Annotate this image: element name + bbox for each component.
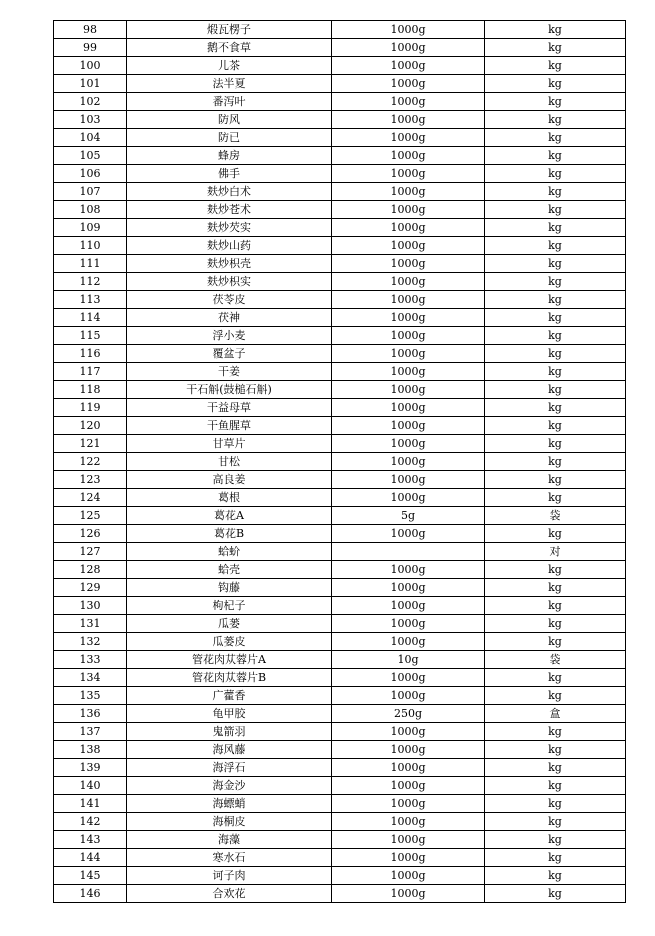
table-row bbox=[54, 111, 626, 129]
herb-name-cell: 防已 bbox=[127, 129, 332, 147]
herb-name-cell: 葛花A bbox=[127, 507, 332, 525]
unit-cell: kg bbox=[485, 93, 626, 111]
herb-name-cell: 海风藤 bbox=[127, 741, 332, 759]
unit-cell: kg bbox=[485, 327, 626, 345]
unit-cell: kg bbox=[485, 147, 626, 165]
spec-cell: 1000g bbox=[332, 39, 485, 57]
unit-cell: kg bbox=[485, 453, 626, 471]
spec-cell: 1000g bbox=[332, 759, 485, 777]
table-row bbox=[54, 471, 626, 489]
row-number-cell: 100 bbox=[54, 57, 127, 75]
table-row bbox=[54, 597, 626, 615]
table-row bbox=[54, 759, 626, 777]
table-row bbox=[54, 831, 626, 849]
row-number-cell: 138 bbox=[54, 741, 127, 759]
unit-cell: kg bbox=[485, 363, 626, 381]
unit-cell: kg bbox=[485, 345, 626, 363]
table-row bbox=[54, 885, 626, 903]
herb-name-cell: 麸炒枳壳 bbox=[127, 255, 332, 273]
row-number-cell: 112 bbox=[54, 273, 127, 291]
herb-name-cell: 高良姜 bbox=[127, 471, 332, 489]
herb-name-cell: 管花肉苁蓉片A bbox=[127, 651, 332, 669]
spec-cell bbox=[332, 543, 485, 561]
unit-cell: kg bbox=[485, 39, 626, 57]
unit-cell: kg bbox=[485, 237, 626, 255]
row-number-cell: 98 bbox=[54, 21, 127, 39]
spec-cell: 1000g bbox=[332, 345, 485, 363]
unit-cell: kg bbox=[485, 867, 626, 885]
row-number-cell: 107 bbox=[54, 183, 127, 201]
row-number-cell: 102 bbox=[54, 93, 127, 111]
herb-name-cell: 葛根 bbox=[127, 489, 332, 507]
table-row bbox=[54, 741, 626, 759]
table-row bbox=[54, 273, 626, 291]
row-number-cell: 110 bbox=[54, 237, 127, 255]
unit-cell: kg bbox=[485, 813, 626, 831]
row-number-cell: 139 bbox=[54, 759, 127, 777]
herb-name-cell: 儿茶 bbox=[127, 57, 332, 75]
spec-cell: 1000g bbox=[332, 669, 485, 687]
unit-cell: kg bbox=[485, 219, 626, 237]
herb-name-cell: 鬼箭羽 bbox=[127, 723, 332, 741]
spec-cell: 1000g bbox=[332, 813, 485, 831]
herb-name-cell: 佛手 bbox=[127, 165, 332, 183]
row-number-cell: 117 bbox=[54, 363, 127, 381]
table-row bbox=[54, 237, 626, 255]
spec-cell: 5g bbox=[332, 507, 485, 525]
table-row bbox=[54, 417, 626, 435]
table-row bbox=[54, 93, 626, 111]
herb-name-cell: 甘松 bbox=[127, 453, 332, 471]
herb-name-cell: 麸炒枳实 bbox=[127, 273, 332, 291]
spec-cell: 1000g bbox=[332, 399, 485, 417]
herb-name-cell: 海浮石 bbox=[127, 759, 332, 777]
herb-name-cell: 海螵蛸 bbox=[127, 795, 332, 813]
herb-spec-table bbox=[53, 20, 626, 903]
spec-cell: 1000g bbox=[332, 687, 485, 705]
herb-name-cell: 浮小麦 bbox=[127, 327, 332, 345]
table-row bbox=[54, 723, 626, 741]
table-row bbox=[54, 219, 626, 237]
spec-cell: 1000g bbox=[332, 723, 485, 741]
table-row bbox=[54, 867, 626, 885]
table-row bbox=[54, 849, 626, 867]
unit-cell: kg bbox=[485, 597, 626, 615]
table-row bbox=[54, 255, 626, 273]
herb-name-cell: 甘草片 bbox=[127, 435, 332, 453]
unit-cell: kg bbox=[485, 615, 626, 633]
spec-cell: 1000g bbox=[332, 273, 485, 291]
table-row bbox=[54, 327, 626, 345]
spec-cell: 1000g bbox=[332, 309, 485, 327]
row-number-cell: 118 bbox=[54, 381, 127, 399]
spec-cell: 1000g bbox=[332, 489, 485, 507]
row-number-cell: 136 bbox=[54, 705, 127, 723]
table-row bbox=[54, 291, 626, 309]
row-number-cell: 146 bbox=[54, 885, 127, 903]
table-row bbox=[54, 453, 626, 471]
unit-cell: kg bbox=[485, 561, 626, 579]
spec-cell: 1000g bbox=[332, 885, 485, 903]
herb-name-cell: 葛花B bbox=[127, 525, 332, 543]
unit-cell: kg bbox=[485, 633, 626, 651]
row-number-cell: 104 bbox=[54, 129, 127, 147]
unit-cell: kg bbox=[485, 741, 626, 759]
spec-cell: 1000g bbox=[332, 615, 485, 633]
unit-cell: kg bbox=[485, 183, 626, 201]
herb-name-cell: 海藻 bbox=[127, 831, 332, 849]
spec-cell: 1000g bbox=[332, 237, 485, 255]
table-row bbox=[54, 165, 626, 183]
table-row bbox=[54, 183, 626, 201]
row-number-cell: 144 bbox=[54, 849, 127, 867]
table-row bbox=[54, 201, 626, 219]
table-row bbox=[54, 309, 626, 327]
herb-name-cell: 覆盆子 bbox=[127, 345, 332, 363]
herb-name-cell: 瓜蒌皮 bbox=[127, 633, 332, 651]
row-number-cell: 137 bbox=[54, 723, 127, 741]
unit-cell: kg bbox=[485, 417, 626, 435]
herb-name-cell: 海桐皮 bbox=[127, 813, 332, 831]
spec-cell: 1000g bbox=[332, 219, 485, 237]
herb-name-cell: 广藿香 bbox=[127, 687, 332, 705]
spec-cell: 1000g bbox=[332, 111, 485, 129]
herb-name-cell: 鹅不食草 bbox=[127, 39, 332, 57]
row-number-cell: 101 bbox=[54, 75, 127, 93]
spec-cell: 1000g bbox=[332, 21, 485, 39]
herb-name-cell: 干益母草 bbox=[127, 399, 332, 417]
herb-name-cell: 蛤蚧 bbox=[127, 543, 332, 561]
unit-cell: kg bbox=[485, 381, 626, 399]
spec-cell: 10g bbox=[332, 651, 485, 669]
row-number-cell: 128 bbox=[54, 561, 127, 579]
table-row bbox=[54, 507, 626, 525]
spec-cell: 1000g bbox=[332, 471, 485, 489]
spec-cell: 1000g bbox=[332, 75, 485, 93]
row-number-cell: 119 bbox=[54, 399, 127, 417]
row-number-cell: 114 bbox=[54, 309, 127, 327]
row-number-cell: 99 bbox=[54, 39, 127, 57]
row-number-cell: 133 bbox=[54, 651, 127, 669]
spec-cell: 1000g bbox=[332, 831, 485, 849]
spec-cell: 1000g bbox=[332, 777, 485, 795]
herb-name-cell: 合欢花 bbox=[127, 885, 332, 903]
unit-cell: kg bbox=[485, 849, 626, 867]
spec-cell: 1000g bbox=[332, 147, 485, 165]
table-row bbox=[54, 543, 626, 561]
spec-cell: 1000g bbox=[332, 435, 485, 453]
herb-name-cell: 海金沙 bbox=[127, 777, 332, 795]
unit-cell: kg bbox=[485, 831, 626, 849]
spec-cell: 1000g bbox=[332, 849, 485, 867]
herb-name-cell: 干石斛(鼓槌石斛) bbox=[127, 381, 332, 399]
herb-name-cell: 瓜蒌 bbox=[127, 615, 332, 633]
spec-cell: 1000g bbox=[332, 255, 485, 273]
unit-cell: kg bbox=[485, 435, 626, 453]
table-row bbox=[54, 687, 626, 705]
unit-cell: kg bbox=[485, 21, 626, 39]
herb-name-cell: 钩藤 bbox=[127, 579, 332, 597]
row-number-cell: 116 bbox=[54, 345, 127, 363]
unit-cell: kg bbox=[485, 309, 626, 327]
table-row bbox=[54, 435, 626, 453]
unit-cell: kg bbox=[485, 759, 626, 777]
herb-name-cell: 番泻叶 bbox=[127, 93, 332, 111]
herb-name-cell: 干鱼腥草 bbox=[127, 417, 332, 435]
unit-cell: kg bbox=[485, 201, 626, 219]
unit-cell: kg bbox=[485, 291, 626, 309]
spec-cell: 1000g bbox=[332, 57, 485, 75]
unit-cell: kg bbox=[485, 525, 626, 543]
table-row bbox=[54, 579, 626, 597]
row-number-cell: 105 bbox=[54, 147, 127, 165]
table-row bbox=[54, 795, 626, 813]
herb-name-cell: 枸杞子 bbox=[127, 597, 332, 615]
unit-cell: kg bbox=[485, 723, 626, 741]
table-row bbox=[54, 129, 626, 147]
spec-cell: 250g bbox=[332, 705, 485, 723]
row-number-cell: 129 bbox=[54, 579, 127, 597]
row-number-cell: 126 bbox=[54, 525, 127, 543]
table-body bbox=[54, 21, 626, 903]
herb-name-cell: 寒水石 bbox=[127, 849, 332, 867]
row-number-cell: 145 bbox=[54, 867, 127, 885]
unit-cell: 袋 bbox=[485, 651, 626, 669]
table-row bbox=[54, 561, 626, 579]
table-row bbox=[54, 39, 626, 57]
herb-name-cell: 麸炒芡实 bbox=[127, 219, 332, 237]
unit-cell: kg bbox=[485, 489, 626, 507]
row-number-cell: 123 bbox=[54, 471, 127, 489]
unit-cell: kg bbox=[485, 75, 626, 93]
table-row bbox=[54, 21, 626, 39]
row-number-cell: 134 bbox=[54, 669, 127, 687]
row-number-cell: 103 bbox=[54, 111, 127, 129]
row-number-cell: 120 bbox=[54, 417, 127, 435]
table-row bbox=[54, 525, 626, 543]
unit-cell: kg bbox=[485, 471, 626, 489]
spec-cell: 1000g bbox=[332, 597, 485, 615]
herb-name-cell: 煅瓦楞子 bbox=[127, 21, 332, 39]
table-row bbox=[54, 669, 626, 687]
spec-cell: 1000g bbox=[332, 183, 485, 201]
spec-cell: 1000g bbox=[332, 741, 485, 759]
row-number-cell: 106 bbox=[54, 165, 127, 183]
unit-cell: kg bbox=[485, 129, 626, 147]
herb-name-cell: 麸炒苍术 bbox=[127, 201, 332, 219]
unit-cell: kg bbox=[485, 165, 626, 183]
row-number-cell: 124 bbox=[54, 489, 127, 507]
row-number-cell: 125 bbox=[54, 507, 127, 525]
row-number-cell: 140 bbox=[54, 777, 127, 795]
table-row bbox=[54, 147, 626, 165]
unit-cell: 对 bbox=[485, 543, 626, 561]
unit-cell: kg bbox=[485, 111, 626, 129]
herb-name-cell: 麸炒山药 bbox=[127, 237, 332, 255]
herb-name-cell: 法半夏 bbox=[127, 75, 332, 93]
unit-cell: 盒 bbox=[485, 705, 626, 723]
spec-cell: 1000g bbox=[332, 291, 485, 309]
table-row bbox=[54, 615, 626, 633]
table-row bbox=[54, 813, 626, 831]
unit-cell: kg bbox=[485, 273, 626, 291]
spec-cell: 1000g bbox=[332, 363, 485, 381]
herb-name-cell: 管花肉苁蓉片B bbox=[127, 669, 332, 687]
spec-cell: 1000g bbox=[332, 417, 485, 435]
table-row bbox=[54, 363, 626, 381]
spec-cell: 1000g bbox=[332, 453, 485, 471]
unit-cell: kg bbox=[485, 777, 626, 795]
table-row bbox=[54, 57, 626, 75]
herb-name-cell: 防风 bbox=[127, 111, 332, 129]
table-row bbox=[54, 489, 626, 507]
spec-cell: 1000g bbox=[332, 867, 485, 885]
spec-cell: 1000g bbox=[332, 129, 485, 147]
row-number-cell: 142 bbox=[54, 813, 127, 831]
row-number-cell: 131 bbox=[54, 615, 127, 633]
unit-cell: kg bbox=[485, 57, 626, 75]
row-number-cell: 111 bbox=[54, 255, 127, 273]
row-number-cell: 135 bbox=[54, 687, 127, 705]
spec-cell: 1000g bbox=[332, 201, 485, 219]
herb-name-cell: 诃子肉 bbox=[127, 867, 332, 885]
unit-cell: kg bbox=[485, 795, 626, 813]
row-number-cell: 121 bbox=[54, 435, 127, 453]
herb-name-cell: 麸炒白术 bbox=[127, 183, 332, 201]
spec-cell: 1000g bbox=[332, 579, 485, 597]
table-row bbox=[54, 633, 626, 651]
spec-cell: 1000g bbox=[332, 561, 485, 579]
unit-cell: kg bbox=[485, 399, 626, 417]
unit-cell: kg bbox=[485, 885, 626, 903]
herb-name-cell: 干姜 bbox=[127, 363, 332, 381]
unit-cell: kg bbox=[485, 687, 626, 705]
unit-cell: kg bbox=[485, 669, 626, 687]
table-row bbox=[54, 345, 626, 363]
table-row bbox=[54, 381, 626, 399]
table-row bbox=[54, 651, 626, 669]
row-number-cell: 122 bbox=[54, 453, 127, 471]
row-number-cell: 115 bbox=[54, 327, 127, 345]
table-row bbox=[54, 705, 626, 723]
row-number-cell: 127 bbox=[54, 543, 127, 561]
herb-name-cell: 蛤壳 bbox=[127, 561, 332, 579]
spec-cell: 1000g bbox=[332, 381, 485, 399]
herb-name-cell: 茯神 bbox=[127, 309, 332, 327]
herb-name-cell: 龟甲胶 bbox=[127, 705, 332, 723]
row-number-cell: 143 bbox=[54, 831, 127, 849]
row-number-cell: 113 bbox=[54, 291, 127, 309]
spec-cell: 1000g bbox=[332, 795, 485, 813]
spec-cell: 1000g bbox=[332, 327, 485, 345]
row-number-cell: 108 bbox=[54, 201, 127, 219]
row-number-cell: 130 bbox=[54, 597, 127, 615]
table-row bbox=[54, 75, 626, 93]
row-number-cell: 132 bbox=[54, 633, 127, 651]
table-row bbox=[54, 399, 626, 417]
unit-cell: kg bbox=[485, 579, 626, 597]
table-row bbox=[54, 777, 626, 795]
herb-name-cell: 蜂房 bbox=[127, 147, 332, 165]
row-number-cell: 141 bbox=[54, 795, 127, 813]
unit-cell: 袋 bbox=[485, 507, 626, 525]
spec-cell: 1000g bbox=[332, 525, 485, 543]
row-number-cell: 109 bbox=[54, 219, 127, 237]
spec-cell: 1000g bbox=[332, 633, 485, 651]
spec-cell: 1000g bbox=[332, 165, 485, 183]
herb-name-cell: 茯苓皮 bbox=[127, 291, 332, 309]
spec-cell: 1000g bbox=[332, 93, 485, 111]
unit-cell: kg bbox=[485, 255, 626, 273]
